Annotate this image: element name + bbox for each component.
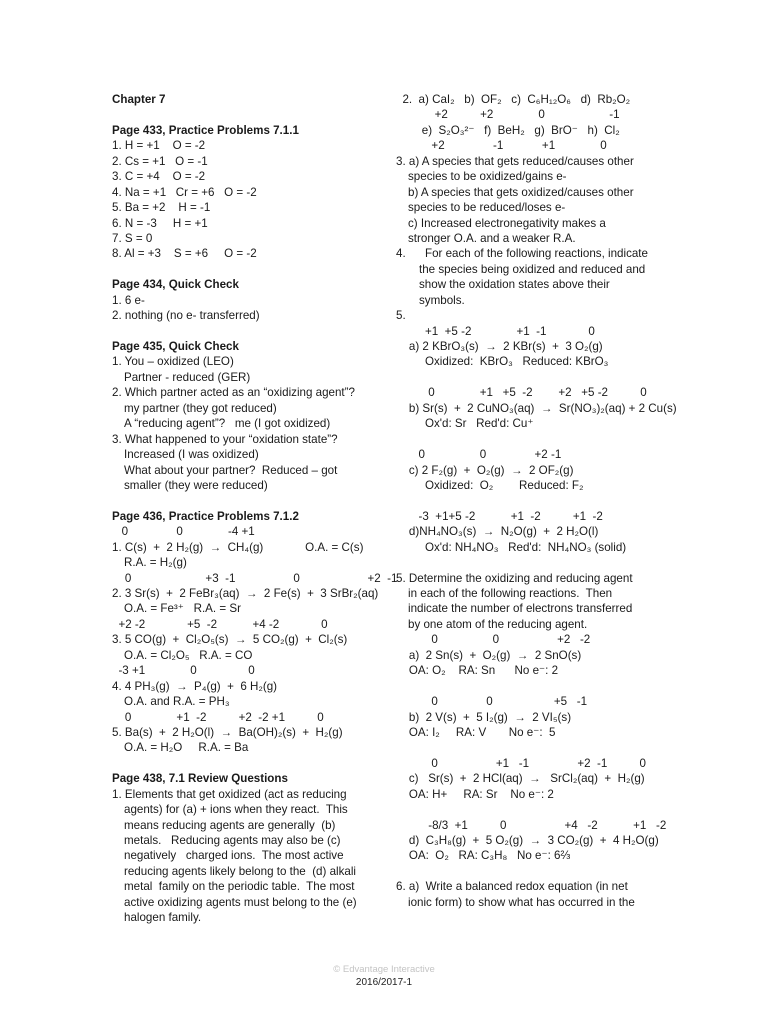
text-line: Partner - reduced (GER) [124, 370, 251, 384]
text-line: smaller (they were reduced) [124, 478, 268, 492]
text-line: 6. N = -3 H = +1 [112, 216, 208, 230]
text-line: in each of the following reactions. Then [408, 587, 613, 600]
text-line: 0 0 +2 -2 [396, 633, 591, 647]
section-heading: Page 438, 7.1 Review Questions [112, 772, 288, 786]
text-line: active oxidizing agents must belong to the (e) [124, 895, 357, 909]
text-line: -8/3 +1 0 +4 -2 +1 -2 [396, 818, 667, 832]
text-line: 0 0 +2 -1 [396, 448, 562, 462]
text-line: +1 +5 -2 +1 -1 0 [396, 324, 595, 338]
text-line: c) 2 F₂(g) + O₂(g) → 2 OF₂(g) [396, 463, 574, 477]
text-line: a) 2 Sn(s) + O₂(g) → 2 SnO(s) [396, 648, 582, 662]
text-line: 1. C(s) + 2 H₂(g) → CH₄(g) O.A. = C(s) [112, 540, 364, 554]
text-line: OA: H+ RA: Sr No e⁻: 2 [396, 787, 554, 801]
text-line: means reducing agents are generally (b) [124, 818, 336, 832]
text-line: 1. H = +1 O = -2 [112, 139, 206, 153]
text-line: Ox'd: Sr Red'd: Cu⁺ [396, 417, 534, 431]
text-line: d)NH₄NO₃(s) → N₂O(g) + 2 H₂O(l) [396, 525, 599, 539]
text-line: species to be oxidized/gains e- [408, 170, 567, 184]
text-line: 5. Determine the oxidizing and reducing agent [396, 571, 633, 585]
text-line: +2 -2 +5 -2 +4 -2 0 [112, 617, 328, 631]
text-line: agents) for (a) + ions when they react. This [124, 803, 348, 817]
text-line: +2 -1 +1 0 [396, 139, 607, 153]
text-line: 5. Ba(s) + 2 H₂O(l) → Ba(OH)₂(s) + H₂(g) [112, 725, 343, 739]
text-line: -3 +1+5 -2 +1 -2 +1 -2 [396, 509, 603, 523]
text-line: 2. a) CaI₂ b) OF₂ c) C₆H₁₂O₆ d) Rb₂O₂ [396, 93, 631, 106]
text-line: indicate the number of electrons transferred [408, 602, 633, 616]
footer-year: 2016/2017-1 [355, 977, 413, 988]
text-line [396, 864, 658, 879]
text-line: my partner (they got reduced) [124, 401, 277, 415]
text-line: 1. 6 e- [112, 293, 145, 307]
text-line: Increased (I was oxidized) [124, 448, 259, 462]
text-line [112, 493, 384, 508]
text-line: 3. a) A species that gets reduced/causes other [396, 154, 634, 168]
text-line: reducing agents likely belong to the (d) alkali [124, 864, 357, 878]
right-column [396, 92, 677, 910]
text-line: negatively charged ions. The most active [124, 849, 344, 863]
section-heading: Page 436, Practice Problems 7.1.2 [112, 509, 299, 523]
text-line: OA: O₂ RA: Sn No e⁻: 2 [396, 664, 559, 678]
text-line: Oxidized: O₂ Reduced: F₂ [396, 478, 584, 492]
text-line [396, 802, 658, 817]
section-heading: Page 434, Quick Check [112, 278, 239, 292]
section-heading: Chapter 7 [112, 93, 166, 106]
text-line: species to be reduced/loses e- [408, 201, 566, 215]
text-line: 5. Ba = +2 H = -1 [112, 201, 211, 215]
text-line: +2 +2 0 -1 [396, 108, 620, 122]
text-line [112, 107, 384, 122]
text-line: 6. a) Write a balanced redox equation (in net [396, 880, 628, 894]
text-line: O.A. = Cl₂O₅ R.A. = CO [124, 648, 253, 662]
text-line: 3. 5 CO(g) + Cl₂O₅(s) → 5 CO₂(g) + Cl₂(s) [112, 633, 348, 647]
text-line: Ox'd: NH₄NO₃ Red'd: NH₄NO₃ (solid) [396, 540, 627, 554]
text-line: O.A. and R.A. = PH₃ [124, 695, 230, 709]
text-line: 4. Na = +1 Cr = +6 O = -2 [112, 185, 257, 199]
text-line [396, 493, 658, 508]
text-line: 0 +1 +5 -2 +2 +5 -2 0 [396, 386, 647, 400]
text-line: e) S₂O₃²⁻ f) BeH₂ g) BrO⁻ h) Cl₂ [396, 123, 620, 137]
text-line: 7. S = 0 [112, 231, 153, 245]
text-line: 1. You – oxidized (LEO) [112, 355, 234, 369]
section-heading: Page 433, Practice Problems 7.1.1 [112, 123, 299, 137]
text-line: stronger O.A. and a weaker R.A. [408, 231, 576, 245]
text-line: 2. Cs = +1 O = -1 [112, 154, 208, 168]
text-line: ionic form) to show what has occurred in the [408, 895, 635, 909]
text-line [112, 262, 384, 277]
text-line: 0 0 -4 +1 [112, 525, 255, 539]
text-line: show the oxidation states above their [419, 278, 610, 292]
text-line: a) 2 KBrO₃(s) → 2 KBr(s) + 3 O₂(g) [396, 340, 603, 353]
text-line: b) A species that gets oxidized/causes other [408, 185, 634, 199]
text-line: by one atom of the reducing agent. [408, 617, 588, 631]
text-line: 0 0 +5 -1 [396, 695, 588, 709]
text-line: R.A. = H₂(g) [124, 556, 187, 570]
text-line: 0 +1 -2 +2 -2 +1 0 [112, 710, 324, 724]
text-line [396, 432, 658, 447]
text-line: b) 2 V(s) + 5 I₂(g) → 2 VI₅(s) [396, 710, 572, 724]
text-line: the species being oxidized and reduced and [419, 262, 646, 276]
text-line: c) Increased electronegativity makes a [408, 216, 606, 230]
left-column [112, 92, 398, 926]
text-line: 0 +1 -1 +2 -1 0 [396, 756, 646, 770]
text-line: 2. nothing (no e- transferred) [112, 309, 260, 323]
text-line: 4. 4 PH₃(g) → P₄(g) + 6 H₂(g) [112, 679, 278, 693]
text-line: 0 +3 -1 0 +2 -1 [112, 571, 398, 585]
text-line: d) C₃H₈(g) + 5 O₂(g) → 3 CO₂(g) + 4 H₂O(g) [396, 834, 659, 847]
footer-brand: © Edvantage Interactive [333, 964, 435, 975]
text-line: Oxidized: KBrO₃ Reduced: KBrO₃ [396, 355, 609, 369]
text-line [396, 740, 658, 755]
text-line: 8. Al = +3 S = +6 O = -2 [112, 247, 257, 261]
text-line: -3 +1 0 0 [112, 664, 255, 678]
text-line [112, 324, 384, 339]
text-line: 3. What happened to your “oxidation state”? [112, 432, 338, 446]
section-heading: Page 435, Quick Check [112, 340, 239, 353]
text-line: c) Sr(s) + 2 HCl(aq) → SrCl₂(aq) + H₂(g) [396, 772, 645, 786]
text-line: O.A. = H₂O R.A. = Ba [124, 741, 249, 755]
text-line: metals. Reducing agents may also be (c) [124, 834, 341, 847]
text-line: b) Sr(s) + 2 CuNO₃(aq) → Sr(NO₃)₂(aq) + 2 Cu(s) [396, 401, 677, 415]
text-line [112, 756, 384, 771]
text-line [396, 555, 658, 570]
text-line [396, 679, 658, 694]
text-line: A “reducing agent”? me (I got oxidized) [124, 417, 331, 431]
text-line: 4. For each of the following reactions, indicate [396, 247, 648, 261]
text-line: OA: I₂ RA: V No e⁻: 5 [396, 725, 556, 739]
text-line: OA: O₂ RA: C₃H₈ No e⁻: 6⅔ [396, 849, 571, 863]
text-line: 5. [396, 309, 406, 323]
text-line: What about your partner? Reduced – got [124, 463, 338, 477]
text-line: symbols. [419, 293, 465, 307]
text-line: metal family on the periodic table. The most [124, 880, 355, 894]
text-line: 2. 3 Sr(s) + 2 FeBr₃(aq) → 2 Fe(s) + 3 SrBr₂(aq) [112, 587, 379, 600]
text-line: 2. Which partner acted as an “oxidizing agent”? [112, 386, 355, 400]
text-line: 1. Elements that get oxidized (act as reducing [112, 787, 347, 801]
text-line: O.A. = Fe³⁺ R.A. = Sr [124, 602, 241, 616]
text-line: 3. C = +4 O = -2 [112, 170, 206, 184]
text-line [396, 370, 658, 385]
text-line: halogen family. [124, 911, 202, 925]
